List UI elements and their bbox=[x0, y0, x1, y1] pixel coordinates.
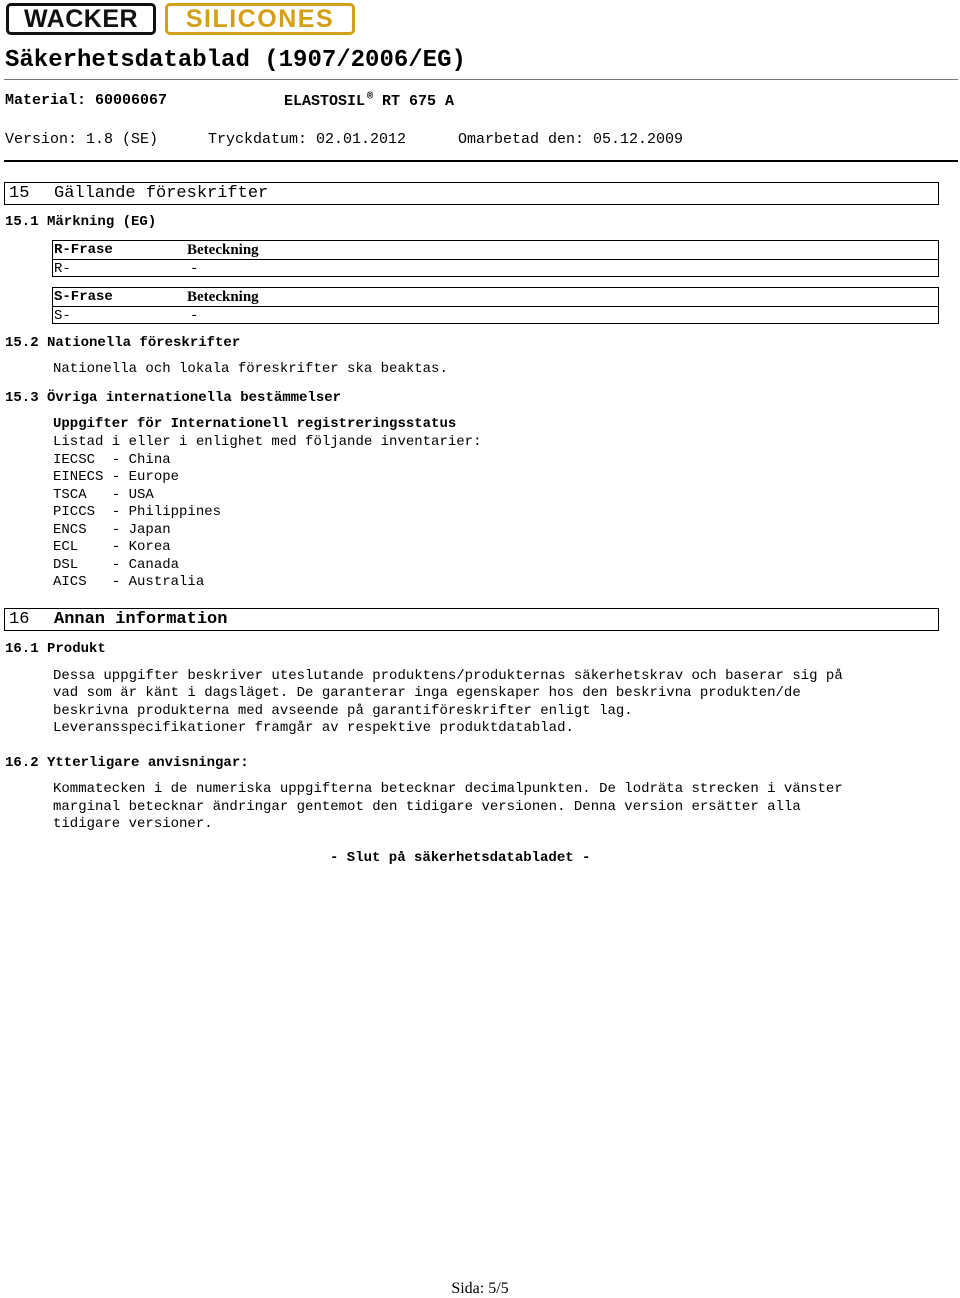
revision-date: Omarbetad den: 05.12.2009 bbox=[458, 131, 684, 148]
r-table-designation-value: - bbox=[190, 261, 199, 277]
r-table-phrase-value: R- bbox=[54, 261, 71, 277]
subsection-15-2-text: Nationella och lokala föreskrifter ska beaktas. bbox=[53, 361, 448, 377]
r-table-header-phrase: R-Frase bbox=[54, 242, 113, 258]
product-text-line: Dessa uppgifter beskriver uteslutande produktens/produkternas säkerhetskrav och baserar sig på bbox=[53, 667, 843, 684]
print-date: Tryckdatum: 02.01.2012 bbox=[208, 131, 407, 148]
s-table-phrase-value: S- bbox=[54, 308, 71, 324]
material-number: Material: 60006067 bbox=[5, 92, 168, 109]
version-info: Version: 1.8 (SE) bbox=[5, 131, 159, 148]
header-bottom-rule bbox=[4, 160, 958, 162]
notes-text-line: marginal betecknar ändringar gentemot den tidigare versionen. Denna version ersätter alla bbox=[53, 798, 801, 815]
product-code: RT 675 A bbox=[382, 93, 455, 110]
inventory-item: ECL - Korea bbox=[53, 539, 171, 555]
section-16-title: Annan information bbox=[54, 610, 228, 629]
wacker-logo bbox=[6, 3, 156, 35]
r-table-divider bbox=[53, 259, 938, 260]
notes-text-line: Kommatecken i de numeriska uppgifterna betecknar decimalpunkten. De lodräta strecken i vänster bbox=[53, 781, 843, 797]
subsection-15-1-title: 15.1 Märkning (EG) bbox=[5, 214, 157, 230]
r-phrase-table bbox=[52, 240, 939, 277]
registration-status-heading: Uppgifter för Internationell registreringsstatus bbox=[53, 416, 457, 432]
s-table-header-phrase: S-Frase bbox=[54, 289, 113, 305]
subsection-15-2-title: 15.2 Nationella föreskrifter bbox=[5, 335, 241, 351]
product-text-line: Leveransspecifikationer framgår av respektive produktdatablad. bbox=[53, 720, 574, 736]
inventory-item: DSL - Canada bbox=[53, 556, 180, 573]
subsection-16-1-title: 16.1 Produkt bbox=[5, 641, 106, 657]
inventory-item: EINECS - Europe bbox=[53, 469, 180, 485]
header-divider bbox=[4, 79, 958, 80]
product-name-text: ELASTOSIL bbox=[284, 93, 366, 110]
s-table-designation-value: - bbox=[190, 308, 199, 324]
section-15-number: 15 bbox=[9, 184, 30, 203]
notes-text-line: tidigare versioner. bbox=[53, 816, 213, 832]
end-of-document: - Slut på säkerhetsdatabladet - bbox=[330, 850, 591, 866]
s-phrase-table bbox=[52, 287, 939, 324]
product-text-line: beskrivna produkterna med avseende på garantiföreskrifter enligt lag. bbox=[53, 702, 633, 719]
inventory-intro: Listad i eller i enlighet med följande inventarier: bbox=[53, 434, 482, 450]
registered-mark: ® bbox=[367, 92, 374, 103]
s-table-header-designation: Beteckning bbox=[187, 289, 259, 305]
inventory-item: AICS - Australia bbox=[53, 574, 205, 590]
subsection-15-3-title: 15.3 Övriga internationella bestämmelser bbox=[5, 390, 342, 406]
section-16-number: 16 bbox=[9, 610, 30, 629]
section-15-title: Gällande föreskrifter bbox=[54, 184, 269, 203]
section-15-header bbox=[4, 182, 939, 205]
product-name bbox=[284, 92, 454, 110]
inventory-item: PICCS - Philippines bbox=[53, 504, 222, 520]
wacker-logo-text: WACKER bbox=[23, 4, 139, 33]
section-16-header bbox=[4, 608, 939, 631]
inventory-item: IECSC - China bbox=[53, 451, 171, 468]
r-table-header-designation: Beteckning bbox=[187, 242, 259, 258]
page-number: Sida: 5/5 bbox=[451, 1280, 509, 1297]
silicones-logo bbox=[165, 3, 355, 35]
s-table-divider bbox=[53, 306, 938, 307]
subsection-16-2-title: 16.2 Ytterligare anvisningar: bbox=[5, 755, 249, 771]
product-text-line: vad som är känt i dagsläget. De garanterar inga egenskaper hos den beskrivna produkten/de bbox=[53, 685, 801, 701]
inventory-item: TSCA - USA bbox=[53, 486, 154, 503]
document-title: Säkerhetsdatablad (1907/2006/EG) bbox=[5, 47, 466, 74]
silicones-logo-text: SILICONES bbox=[185, 4, 335, 33]
inventory-item: ENCS - Japan bbox=[53, 521, 171, 538]
